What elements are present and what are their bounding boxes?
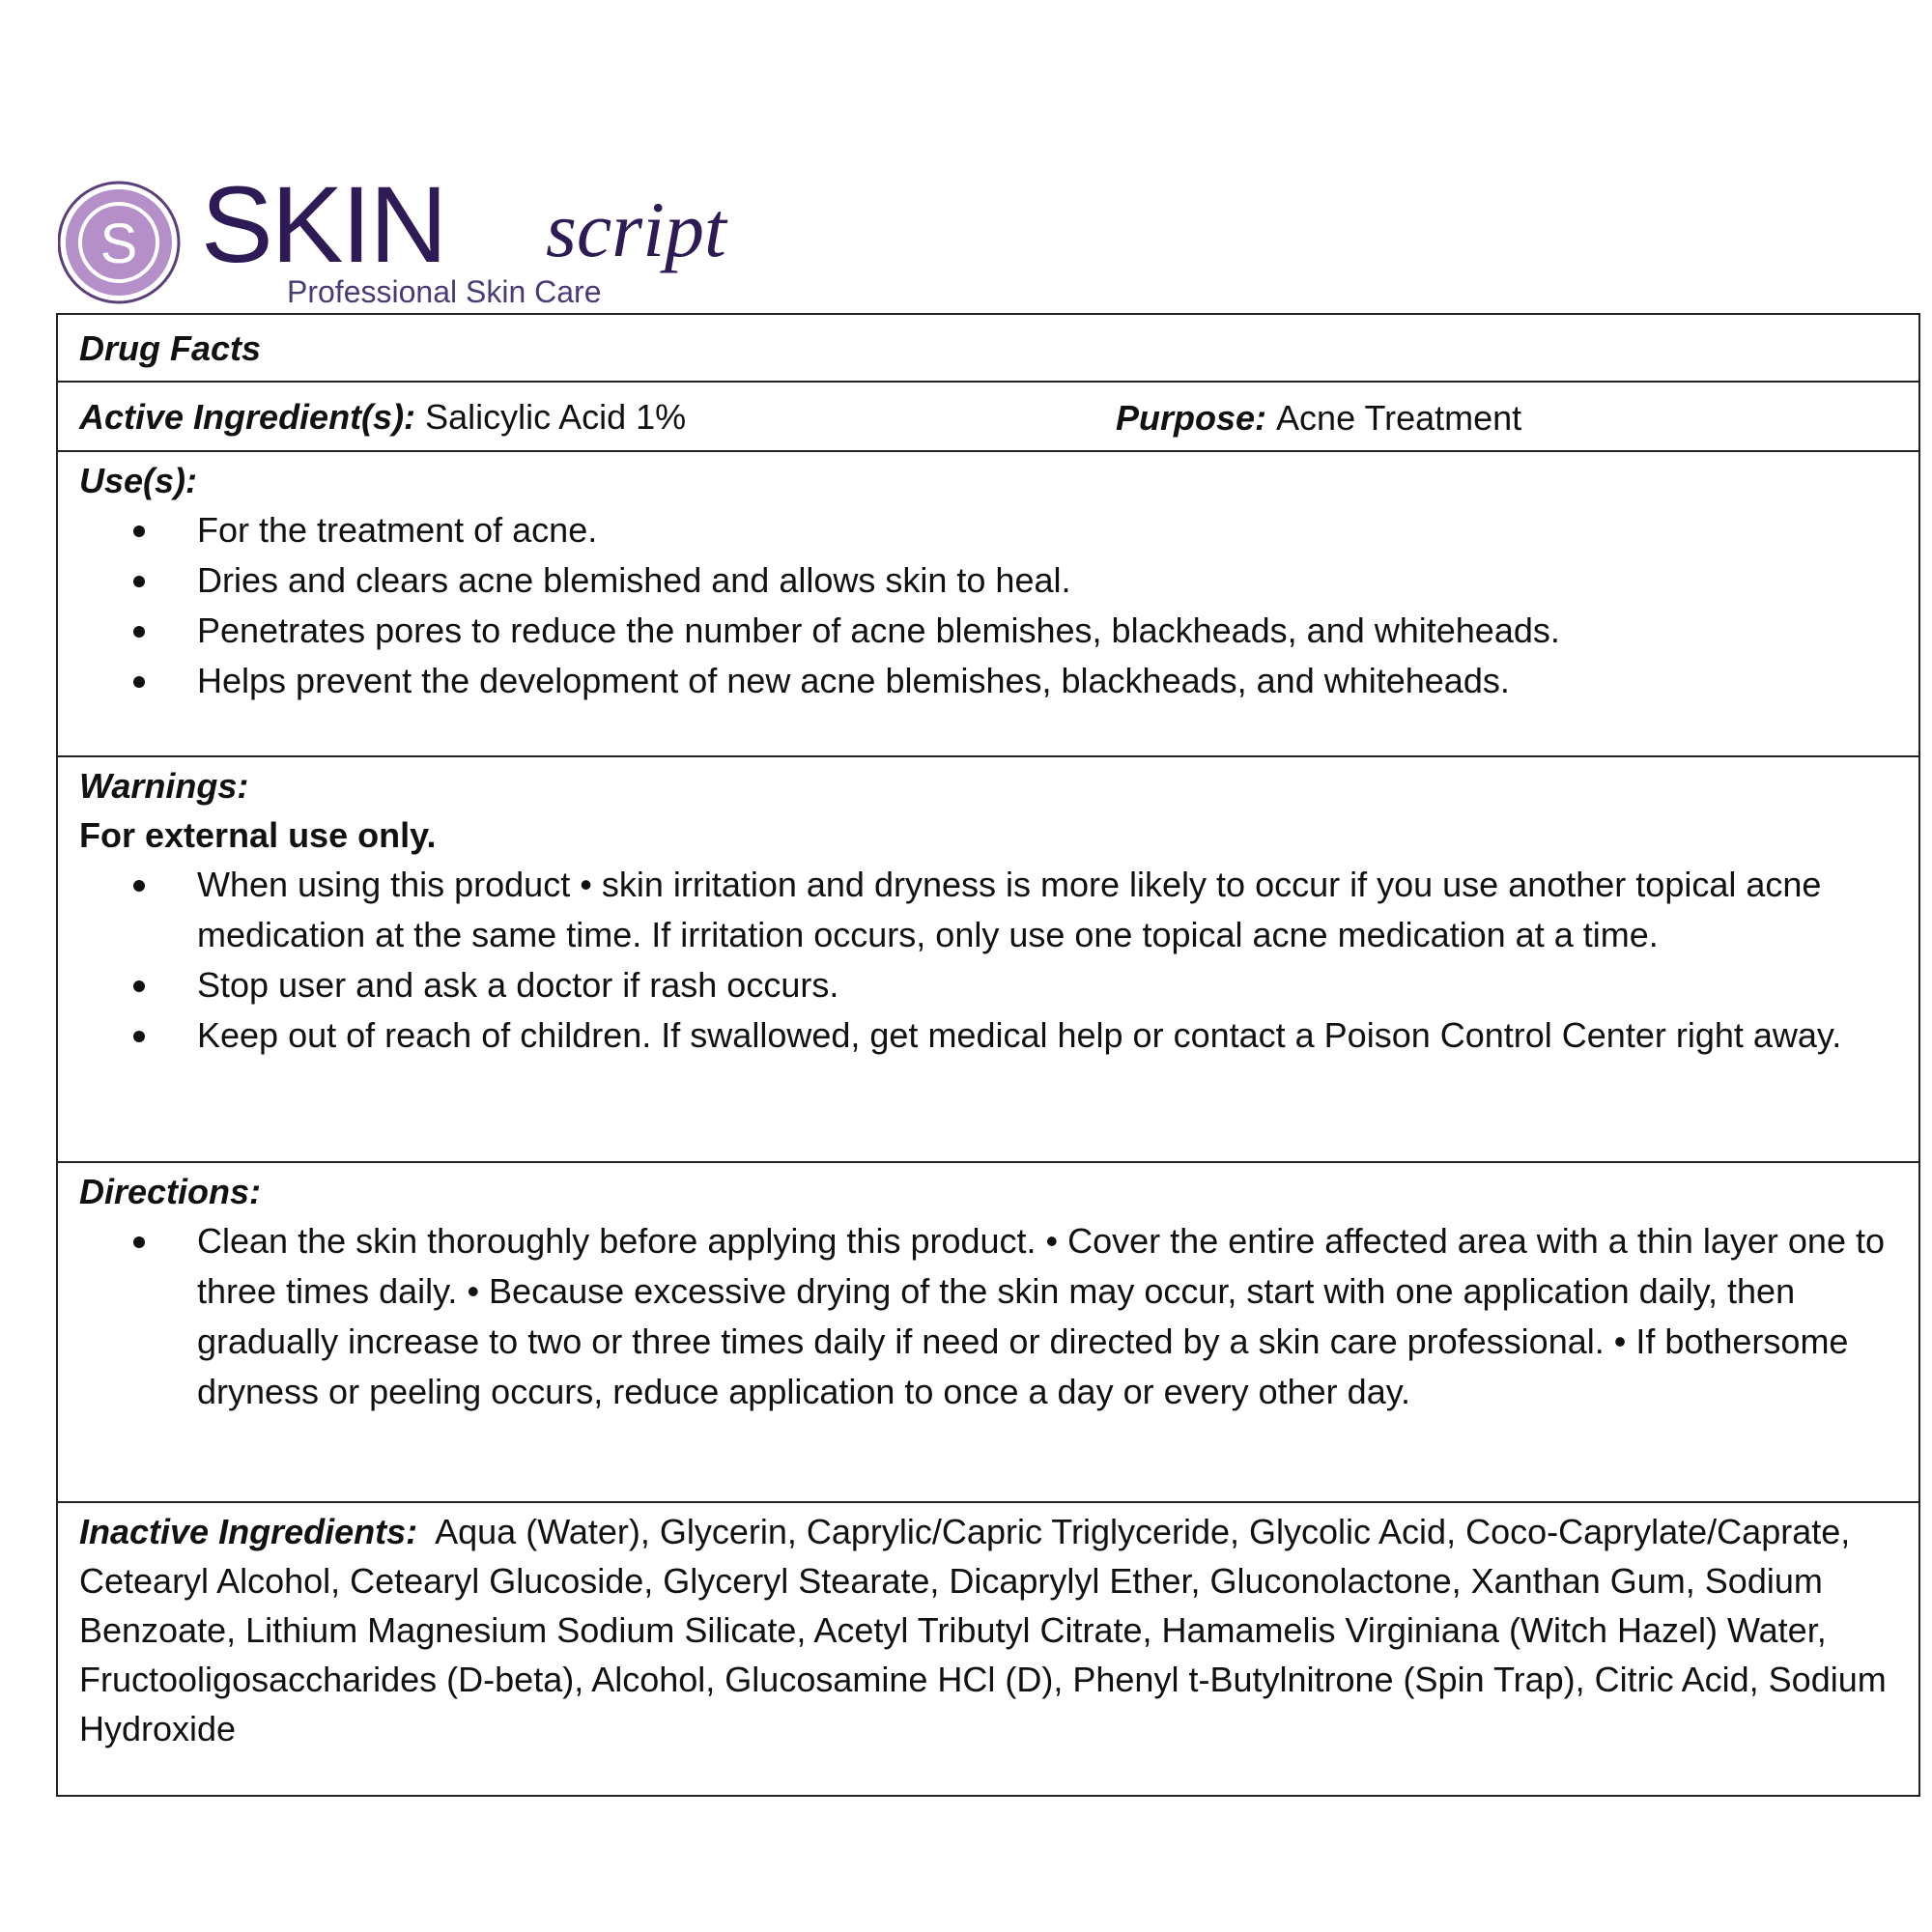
active-ingredient-row xyxy=(58,383,1918,452)
external-use-warning: For external use only. xyxy=(79,815,437,855)
purpose xyxy=(1116,383,1521,452)
brand-logo xyxy=(58,169,792,309)
logo-tagline: Professional Skin Care xyxy=(287,274,602,309)
directions-list xyxy=(79,1216,1899,1417)
list-item: For the treatment of acne. xyxy=(197,505,1899,555)
warnings-heading: Warnings: xyxy=(79,766,249,806)
purpose-label: Purpose: xyxy=(1116,397,1267,438)
uses-list xyxy=(79,505,1899,706)
list-item: When using this product • skin irritation and dryness is more likely to occur if you use another topical acne medication at the same time. If irritation occurs, only use one topical acne medication at a time. xyxy=(197,860,1899,960)
directions-section xyxy=(58,1163,1918,1503)
inactive-ingredients xyxy=(79,1507,1899,1753)
inactive-ingredients-value: Aqua (Water), Glycerin, Caprylic/Capric Triglyceride, Glycolic Acid, Coco-Caprylate/Caprate, Cetearyl Alcohol, Cetearyl Glucoside, Glyceryl Stearate, Dicaprylyl Ether, Gluconolactone, Xanthan Gum, Sodium Benzoate, Lithium Magnesium Sodium Silicate, Acetyl Tributyl Citrate, Hamamelis Virginiana (Witch Hazel) Water, Fructooligosaccharides (D-beta), Alcohol, Glucosamine HCl (D), Phenyl t-Butylnitrone (Spin Trap), Citric Acid, Sodium Hydroxide xyxy=(79,1512,1887,1748)
active-ingredient-label: Active Ingredient(s): xyxy=(79,396,416,437)
list-item: Dries and clears acne blemished and allows skin to heal. xyxy=(197,555,1899,606)
list-item: Helps prevent the development of new acne blemishes, blackheads, and whiteheads. xyxy=(197,656,1899,706)
uses-heading: Use(s): xyxy=(79,461,198,500)
skin-script-logo xyxy=(58,169,792,309)
warnings-section xyxy=(58,757,1918,1163)
warnings-list xyxy=(79,860,1899,1061)
inactive-ingredients-label: Inactive Ingredients: xyxy=(79,1512,418,1551)
list-item: Keep out of reach of children. If swallowed, get medical help or contact a Poison Control Center right away. xyxy=(197,1010,1899,1061)
list-item: Stop user and ask a doctor if rash occurs. xyxy=(197,960,1899,1010)
inactive-ingredients-section xyxy=(58,1503,1918,1795)
drug-facts-title: Drug Facts xyxy=(79,327,262,368)
active-ingredient xyxy=(79,392,686,441)
purpose-value: Acne Treatment xyxy=(1276,397,1522,438)
uses-section xyxy=(58,452,1918,757)
active-ingredient-value: Salicylic Acid 1% xyxy=(425,396,687,437)
logo-wordmark-script: script xyxy=(546,185,726,273)
list-item: Clean the skin thoroughly before applying this product. • Cover the entire affected area with a thin layer one to three times daily. • Because excessive drying of the skin may occur, start with one application daily, then gradually increase to two or three times daily if need or directed by a skin care professional. • If bothersome dryness or peeling occurs, reduce application to once a day or every other day. xyxy=(197,1216,1899,1417)
directions-heading: Directions: xyxy=(79,1172,262,1211)
logo-wordmark-main: SKIN xyxy=(201,169,446,285)
drug-facts-table xyxy=(56,313,1920,1797)
list-item: Penetrates pores to reduce the number of acne blemishes, blackheads, and whiteheads. xyxy=(197,606,1899,656)
logo-monogram: S xyxy=(99,213,138,275)
drug-facts-title-row xyxy=(58,315,1918,383)
